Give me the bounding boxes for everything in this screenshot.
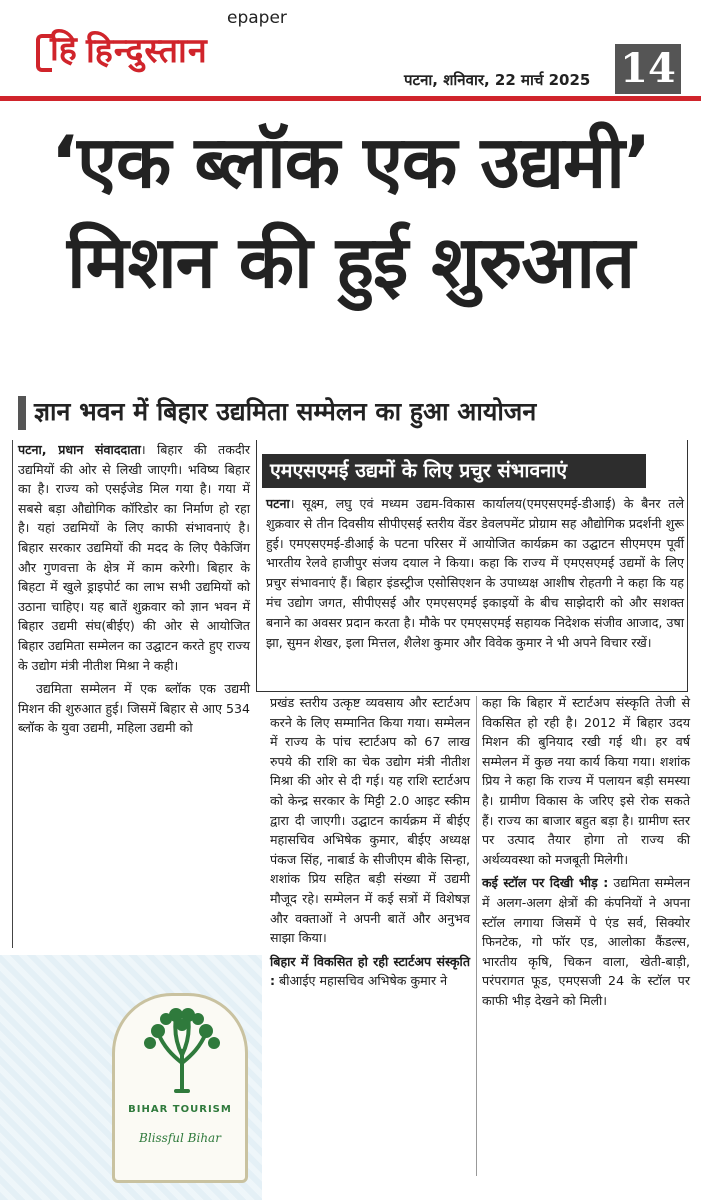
byline: पटना <box>266 496 290 511</box>
newspaper-name: हिन्दुस्तान <box>86 31 208 71</box>
sidebar-story-title: एमएसएमई उद्यमों के लिए प्रचुर संभावनाएं <box>262 454 646 488</box>
paragraph <box>482 873 690 1010</box>
paragraph-text: बीआईए महासचिव अभिषेक कुमार ने <box>275 973 448 989</box>
inline-subhead: बिहार में विकसित हो रही स्टार्टअप संस्कृति : <box>270 953 470 989</box>
paragraph-text: । बिहार की तकदीर उद्यमियों की ओर से लिखी जाएगी। भविष्य बिहार का है। राज्य को एसईजेड मिल गया है। गया में सबसे बड़ा औद्योगिक कॉरिडोर का निर्माण हो रहा है। यहां उद्यमियों के लिए काफी संभावनाएं है। बिहार सरकार उद्यमियों की मदद के लिए पैकेजिंग और गुणवत्ता के क्षेत्र में काम करेगी। बिहार के बिहटा में खुले ड्राइपोर्ट का लाभ सभी उद्यमियों को उठाना चाहिए। यह बातें शुक्रवार को ज्ञान भवन में बिहार उद्यमी संघ(बीईए) की ओर से आयोजित बिहार उद्यमिता सम्मेलन का उद्घाटन करते हुए राज्य के उद्योग मंत्री नीतीश मिश्रा ने कही। <box>18 442 250 673</box>
column-divider <box>476 696 477 1176</box>
subheadline-block <box>18 392 688 436</box>
advert-brand: BIHAR TOURISM <box>128 1104 232 1115</box>
story-column-3 <box>482 693 690 1015</box>
paragraph: कहा कि बिहार में स्टार्टअप संस्कृति तेजी से विकसित हो रही है। 2012 में बिहार उदय मिशन की बुनियाद रखी गई थी। हर वर्ष सम्मेलन में कुछ नया कार्य किया गया। शशांक प्रिय ने कहा कि राज्य में पलायन बड़ी समस्या है। ग्रामीण विकास के जरिए इसे रोक सकते हैं। राज्य का बाजार बहुत बड़ा है। ग्रामीण स्तर पर उत्पाद तैयार होगा तो राज्य की अर्थव्यवस्था को मजबूती मिलेगी। <box>482 695 690 867</box>
paragraph <box>18 440 250 675</box>
sidebar-story-text <box>266 494 684 652</box>
paragraph-text: । सूक्ष्म, लघु एवं मध्यम उद्यम-विकास कार्यालय(एमएसएमई-डीआई) के बैनर तले शुक्रवार से तीन दिवसीय सीपीएसई स्तरीय वेंडर डेवलपमेंट प्रोग्राम सह औद्योगिक प्रदर्शनी शुरू हुई। एमएसएमई-डीआई के पटना परिसर में आयोजित कार्यक्रम का उद्घाटन सीएमएम पूर्वी भारतीय रेलवे हाजीपुर संजय दयाल ने किया। कहा कि राज्य में एमएसएमई उद्यमों के लिए प्रचुर संभावनाएं हैं। बिहार इंडस्ट्रीज एसोसिएशन के उपाध्यक्ष आशीष रोहतगी ने कहा कि यह मंच उद्योग जगत, सीपीएसई और एमएसएमई इकाइयों के बीच साझेदारी को और सशक्त बनाने का अवसर प्रदान करता है। मौके पर एमएसएमई सहायक निदेशक संजीव आजाद, उषा झा, सुमन शेखर, इला मित्तल, शैलेश कुमार और विवेक कुमार ने भी अपने विचार रखें। <box>266 496 684 650</box>
headline <box>0 112 701 312</box>
story-column-1 <box>18 440 250 742</box>
edition-label: epaper <box>227 8 287 28</box>
byline: पटना, प्रधान संवाददाता <box>18 442 141 457</box>
masthead-divider <box>0 96 701 101</box>
paragraph-text: उद्यमिता सम्मेलन में अलग-अलग क्षेत्रों की कंपनियों ने अपना स्टॉल लगाया जिसमें पे एंड सर्व, सिक्योर फिनटेक, गो फॉर एड, आलोका कैंडल्स, भारतीय कृषि, चिकन वाला, खेती-बाड़ी, परंपरागत फूड, एमएसजी 24 के स्टॉल पर काफी भीड़ देखने को मिली। <box>482 875 690 1008</box>
dateline: पटना, शनिवार, 22 मार्च 2025 <box>404 71 591 89</box>
column-divider <box>12 440 13 948</box>
paragraph: उद्यमिता सम्मेलन में एक ब्लॉक एक उद्यमी मिशन की शुरुआत हुई। जिसमें बिहार से आए 534 ब्लॉक के युवा उद्यमी, महिला उद्यमी को <box>18 681 250 736</box>
page-number: 14 <box>615 44 681 94</box>
bihar-tourism-advert <box>0 955 262 1200</box>
paragraph: प्रखंड स्तरीय उत्कृष्ट व्यवसाय और स्टार्टअप करने के लिए सम्मानित किया गया। सम्मेलन में राज्य के पांच स्टार्टअप को 67 लाख रुपये की राशि का चेक उद्योग मंत्री नीतीश मिश्रा की ओर से दी गई। यह राशि स्टार्टअप को केन्द्र सरकार के मिट्टी 2.0 आइट स्कीम द्वारा दी जाएगी। उद्घाटन कार्यक्रम में बीईए महासचिव अभिषेक कुमार, बीईए अध्यक्ष पंकज सिंह, नाबार्ड के सीजीएम बीके सिन्हा, शशांक प्रिय सहित बड़ी संख्या में उद्यमी मौजूद रहे। सम्मेलन में कई सत्रों में विशेषज्ञ और वक्ताओं ने अपनी बातें और अनुभव साझा किया। <box>270 695 470 946</box>
hindustan-logo-icon: हि <box>36 30 84 68</box>
bodhi-tree-icon <box>136 1003 228 1095</box>
paragraph <box>270 952 470 991</box>
advert-tagline: Blissful Bihar <box>139 1131 221 1145</box>
masthead <box>0 0 701 104</box>
story-column-2 <box>270 693 470 995</box>
headline-line-1: ‘एक ब्लॉक एक उद्यमी’ <box>50 120 651 204</box>
headline-line-2: मिशन की हुई शुरुआत <box>67 220 634 304</box>
subheadline: ज्ञान भवन में बिहार उद्यमिता सम्मेलन का हुआ आयोजन <box>34 397 537 426</box>
subheadline-bar <box>18 396 26 430</box>
inline-subhead: कई स्टॉल पर दिखी भीड़ : <box>482 875 609 891</box>
